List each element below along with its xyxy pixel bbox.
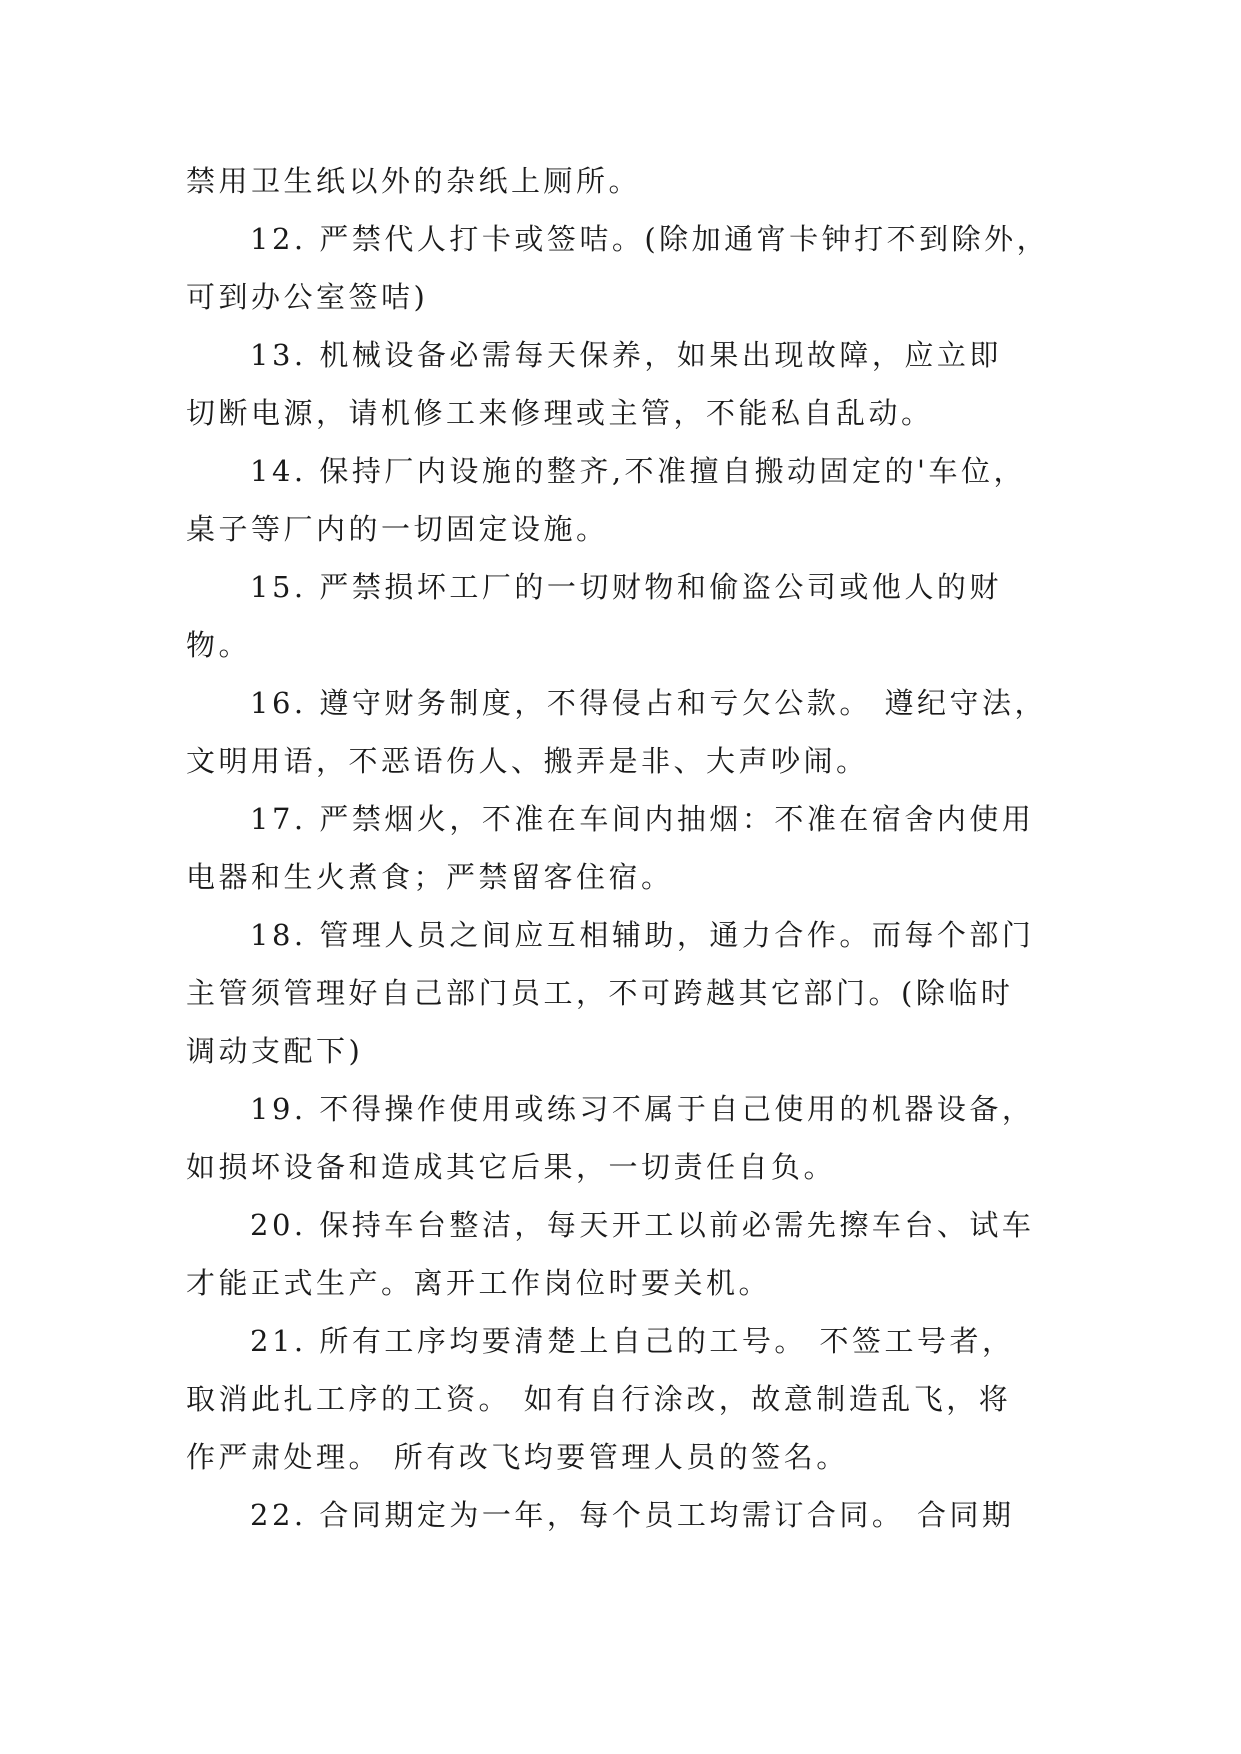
paragraph-first-line: 15. 严禁损坏工厂的一切财物和偷盗公司或他人的财 bbox=[250, 570, 1002, 604]
paragraph-line: 电器和生火煮食；严禁留客住宿。 bbox=[186, 860, 674, 894]
paragraph-line: 禁用卫生纸以外的杂纸上厕所。 bbox=[186, 164, 642, 198]
paragraph-first-line: 20. 保持车台整洁，每天开工以前必需先擦车台、试车 bbox=[250, 1208, 1035, 1242]
paragraph-line: 文明用语，不恶语伤人、搬弄是非、大声吵闹。 bbox=[186, 744, 869, 778]
paragraph-line: 主管须管理好自己部门员工，不可跨越其它部门。(除临时 bbox=[186, 976, 1014, 1010]
paragraph-line: 调动支配下) bbox=[186, 1034, 364, 1068]
paragraph-first-line: 21. 所有工序均要清楚上自己的工号。 不签工号者， bbox=[250, 1324, 1015, 1358]
paragraph-line: 取消此扎工序的工资。 如有自行涂改，故意制造乱飞，将 bbox=[186, 1382, 1012, 1416]
paragraph-first-line: 12. 严禁代人打卡或签咭。(除加通宵卡钟打不到除外， bbox=[250, 222, 1050, 256]
paragraph-line: 切断电源，请机修工来修理或主管，不能私自乱动。 bbox=[186, 396, 934, 430]
paragraph-line: 物。 bbox=[186, 628, 252, 662]
paragraph-first-line: 22. 合同期定为一年，每个员工均需订合同。 合同期 bbox=[250, 1498, 1015, 1532]
paragraph-first-line: 19. 不得操作使用或练习不属于自己使用的机器设备， bbox=[250, 1092, 1035, 1126]
paragraph-line: 桌子等厂内的一切固定设施。 bbox=[186, 512, 609, 546]
paragraph-line: 可到办公室签咭) bbox=[186, 280, 429, 314]
paragraph-first-line: 14. 保持厂内设施的整齐,不准擅自搬动固定的'车位， bbox=[250, 454, 1027, 488]
paragraph-first-line: 16. 遵守财务制度，不得侵占和亏欠公款。 遵纪守法， bbox=[250, 686, 1048, 720]
paragraph-line: 如损坏设备和造成其它后果，一切责任自负。 bbox=[186, 1150, 837, 1184]
paragraph-line: 才能正式生产。离开工作岗位时要关机。 bbox=[186, 1266, 772, 1300]
paragraph-first-line: 13. 机械设备必需每天保养，如果出现故障，应立即 bbox=[250, 338, 1002, 372]
paragraph-first-line: 17. 严禁烟火，不准在车间内抽烟：不准在宿舍内使用 bbox=[250, 802, 1035, 836]
paragraph-first-line: 18. 管理人员之间应互相辅助，通力合作。而每个部门 bbox=[250, 918, 1035, 952]
document-body bbox=[186, 152, 1066, 1544]
paragraph-line: 作严肃处理。 所有改飞均要管理人员的签名。 bbox=[186, 1440, 849, 1474]
